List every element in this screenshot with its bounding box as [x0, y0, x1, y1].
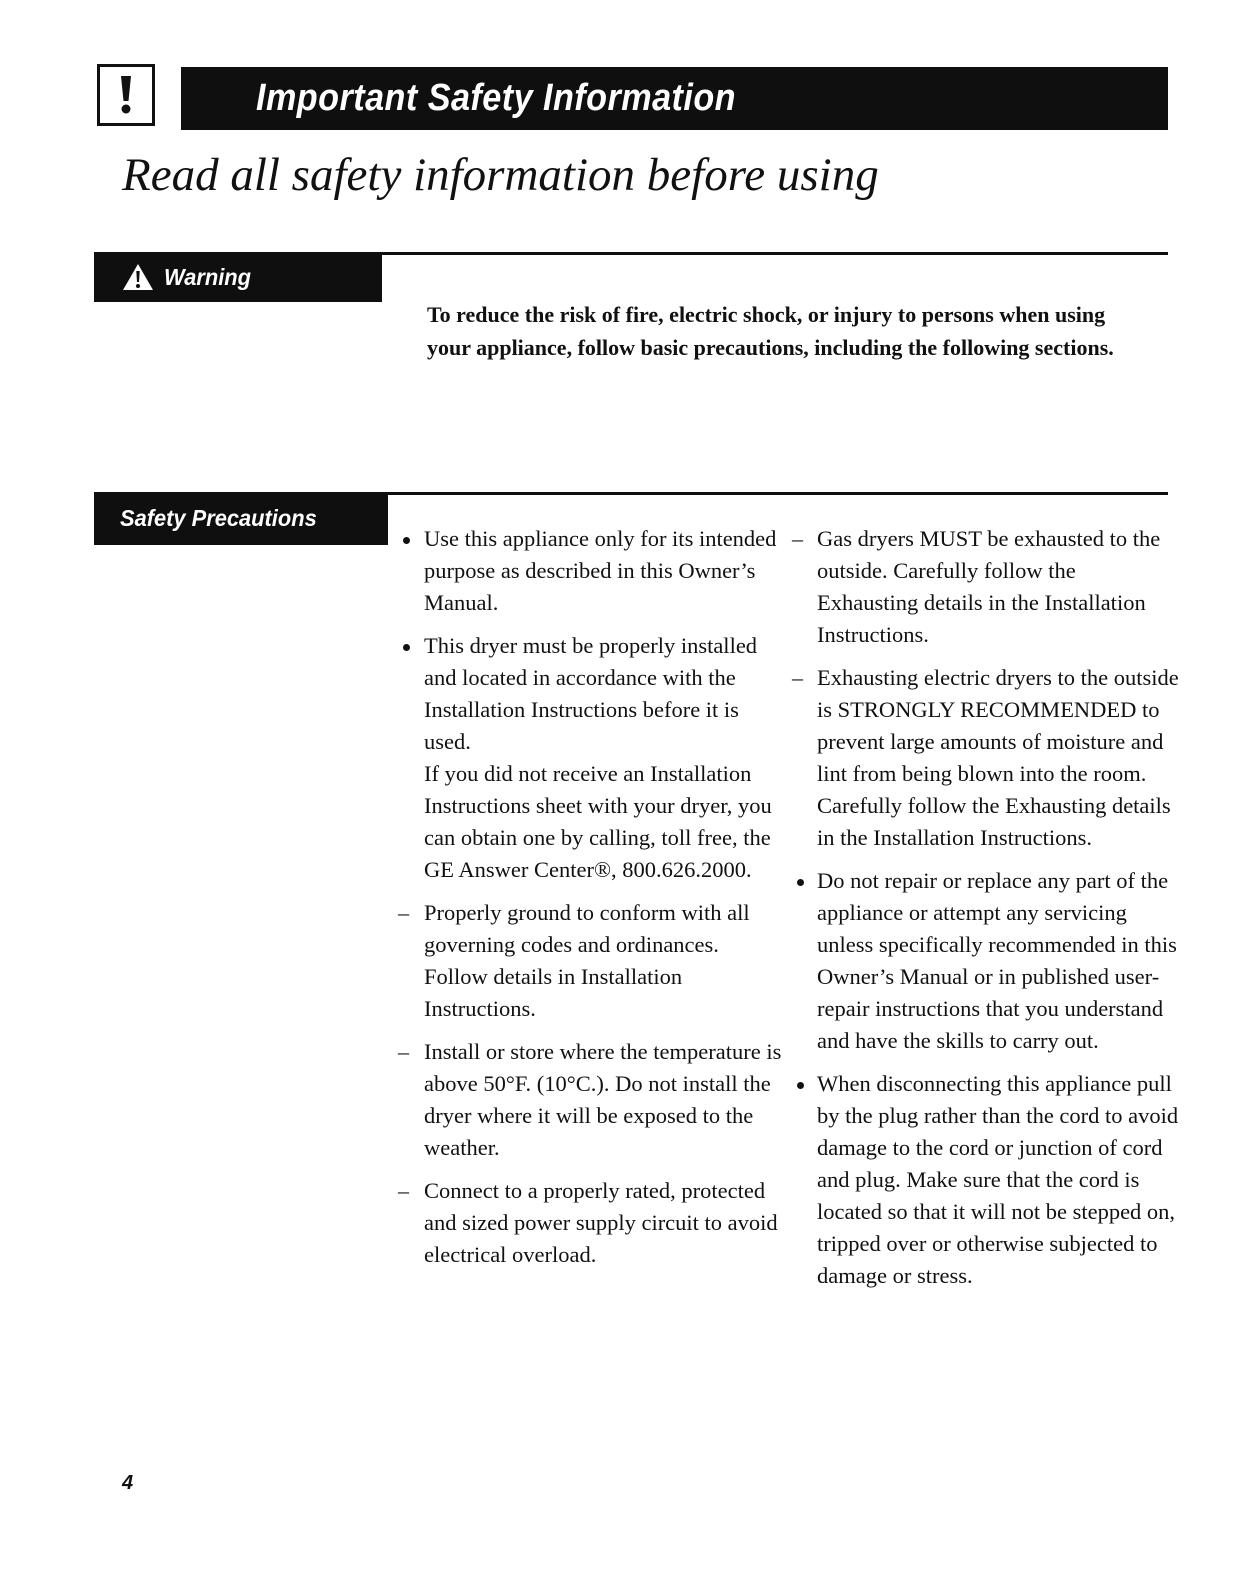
bullet-icon: [797, 1082, 804, 1089]
safety-precautions-label: [94, 492, 388, 545]
bullet-icon: [403, 537, 410, 544]
list-item: This dryer must be properly installed and located in accordance with the Installation Instructions before it is used. If you did not receive an Installation Instructions sheet with your dryer, you can obtain one by calling, toll free, the GE Answer Center®, 800.626.2000.: [398, 630, 783, 886]
dash-marker: –: [792, 665, 803, 690]
list-item: When disconnecting this appliance pull by the plug rather than the cord to avoid damage to the cord or junction of cord and plug. Make sure that the cord is located so that it will not be stepped on, tripped over or otherwise subjected to damage or stress.: [792, 1068, 1182, 1292]
list-item: – Install or store where the temperature is above 50°F. (10°C.). Do not install the dryer where it will be exposed to the weather.: [398, 1036, 783, 1164]
page-subtitle: Read all safety information before using: [122, 149, 879, 201]
list-item: – Gas dryers MUST be exhausted to the outside. Carefully follow the Exhausting details in the Installation Instructions.: [792, 523, 1182, 651]
bullet-icon: [403, 644, 410, 651]
dash-marker: –: [398, 1039, 409, 1064]
bullet-icon: [797, 879, 804, 886]
list-item: Use this appliance only for its intended purpose as described in this Owner’s Manual.: [398, 523, 783, 619]
page-number: 4: [122, 1472, 134, 1494]
list-item: – Properly ground to conform with all governing codes and ordinances. Follow details in Installation Instructions.: [398, 897, 783, 1025]
list-item: – Connect to a properly rated, protected and sized power supply circuit to avoid electrical overload.: [398, 1175, 783, 1271]
dash-marker: –: [398, 1178, 409, 1203]
warning-text: To reduce the risk of fire, electric shock, or injury to persons when using your appliance, follow basic precautions, including the following sections.: [427, 302, 1114, 360]
dash-marker: –: [398, 900, 409, 925]
precautions-right-column: [792, 523, 1182, 1303]
dash-marker: –: [792, 526, 803, 551]
precautions-left-column: [398, 523, 783, 1282]
exclamation-icon: [116, 74, 136, 116]
alert-icon-box: [97, 64, 155, 126]
header-bar: [181, 67, 1168, 130]
warning-label-text: Warning: [164, 263, 251, 290]
warning-divider: [382, 252, 1168, 255]
list-item: Do not repair or replace any part of the appliance or attempt any servicing unless specifically recommended in this Owner’s Manual or in published user-repair instructions that you understand and have the skills to carry out.: [792, 865, 1182, 1057]
warning-triangle-icon: [122, 263, 154, 291]
page-title: Important Safety Information: [256, 77, 737, 119]
precautions-divider: [388, 492, 1168, 495]
warning-label: [94, 252, 382, 302]
list-item: – Exhausting electric dryers to the outside is STRONGLY RECOMMENDED to prevent large amounts of moisture and lint from being blown into the room. Carefully follow the Exhausting details in the Installation Instructions.: [792, 662, 1182, 854]
safety-precautions-label-text: Safety Precautions: [120, 505, 317, 531]
